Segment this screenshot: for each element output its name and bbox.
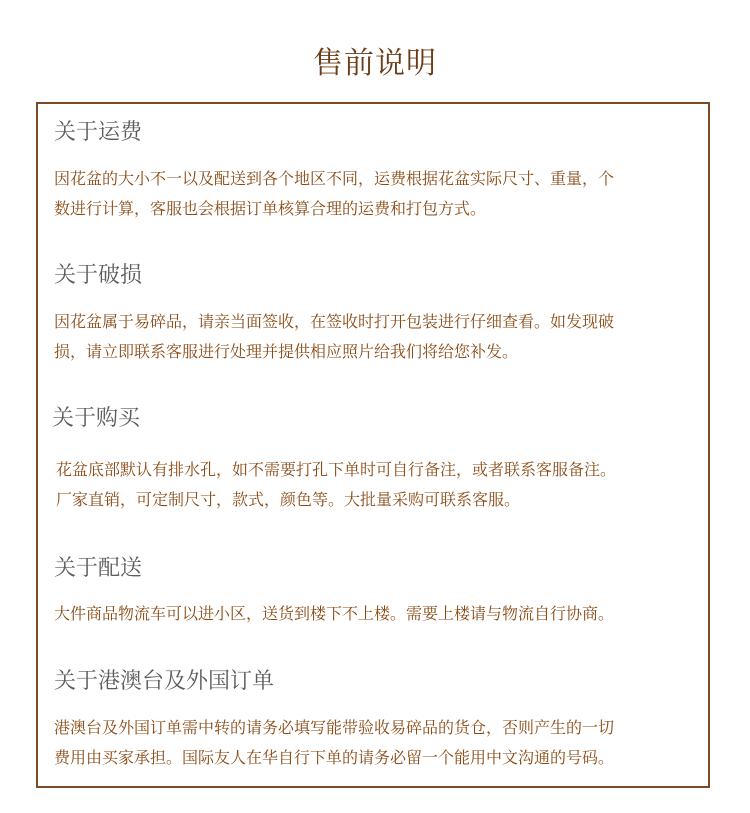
section-line: 费用由买家承担。国际友人在华自行下单的请务必留一个能用中文沟通的号码。 bbox=[54, 748, 615, 767]
section-line: 因花盆属于易碎品，请亲当面签收，在签收时打开包装进行仔细查看。如发现破 bbox=[54, 312, 615, 331]
section-body-delivery bbox=[54, 599, 614, 629]
section-body-overseas-orders bbox=[54, 713, 614, 773]
section-heading-damage: 关于破损 bbox=[54, 263, 143, 288]
section-body-damage bbox=[54, 307, 614, 367]
page-title: 售前说明 bbox=[313, 46, 437, 81]
section-body-shipping-fee bbox=[54, 164, 614, 224]
section-line: 因花盆的大小不一以及配送到各个地区不同，运费根据花盆实际尺寸、重量，个 bbox=[54, 169, 615, 188]
section-heading-shipping-fee: 关于运费 bbox=[54, 120, 143, 145]
section-body-purchase bbox=[56, 455, 616, 515]
section-heading-overseas-orders: 关于港澳台及外国订单 bbox=[54, 669, 275, 694]
section-line: 花盆底部默认有排水孔，如不需要打孔下单时可自行备注，或者联系客服备注。 bbox=[56, 460, 617, 479]
section-line: 损，请立即联系客服进行处理并提供相应照片给我们将给您补发。 bbox=[54, 342, 519, 361]
section-line: 大件商品物流车可以进小区，送货到楼下不上楼。需要上楼请与物流自行协商。 bbox=[54, 604, 615, 623]
section-heading-purchase: 关于购买 bbox=[52, 406, 141, 431]
section-heading-delivery: 关于配送 bbox=[54, 556, 143, 581]
pre-sale-notice-panel bbox=[36, 102, 710, 788]
section-line: 港澳台及外国订单需中转的请务必填写能带验收易碎品的货仓，否则产生的一切 bbox=[54, 718, 615, 737]
section-line: 厂家直销，可定制尺寸，款式，颜色等。大批量采购可联系客服。 bbox=[56, 490, 521, 509]
section-line: 数进行计算，客服也会根据订单核算合理的运费和打包方式。 bbox=[54, 199, 487, 218]
